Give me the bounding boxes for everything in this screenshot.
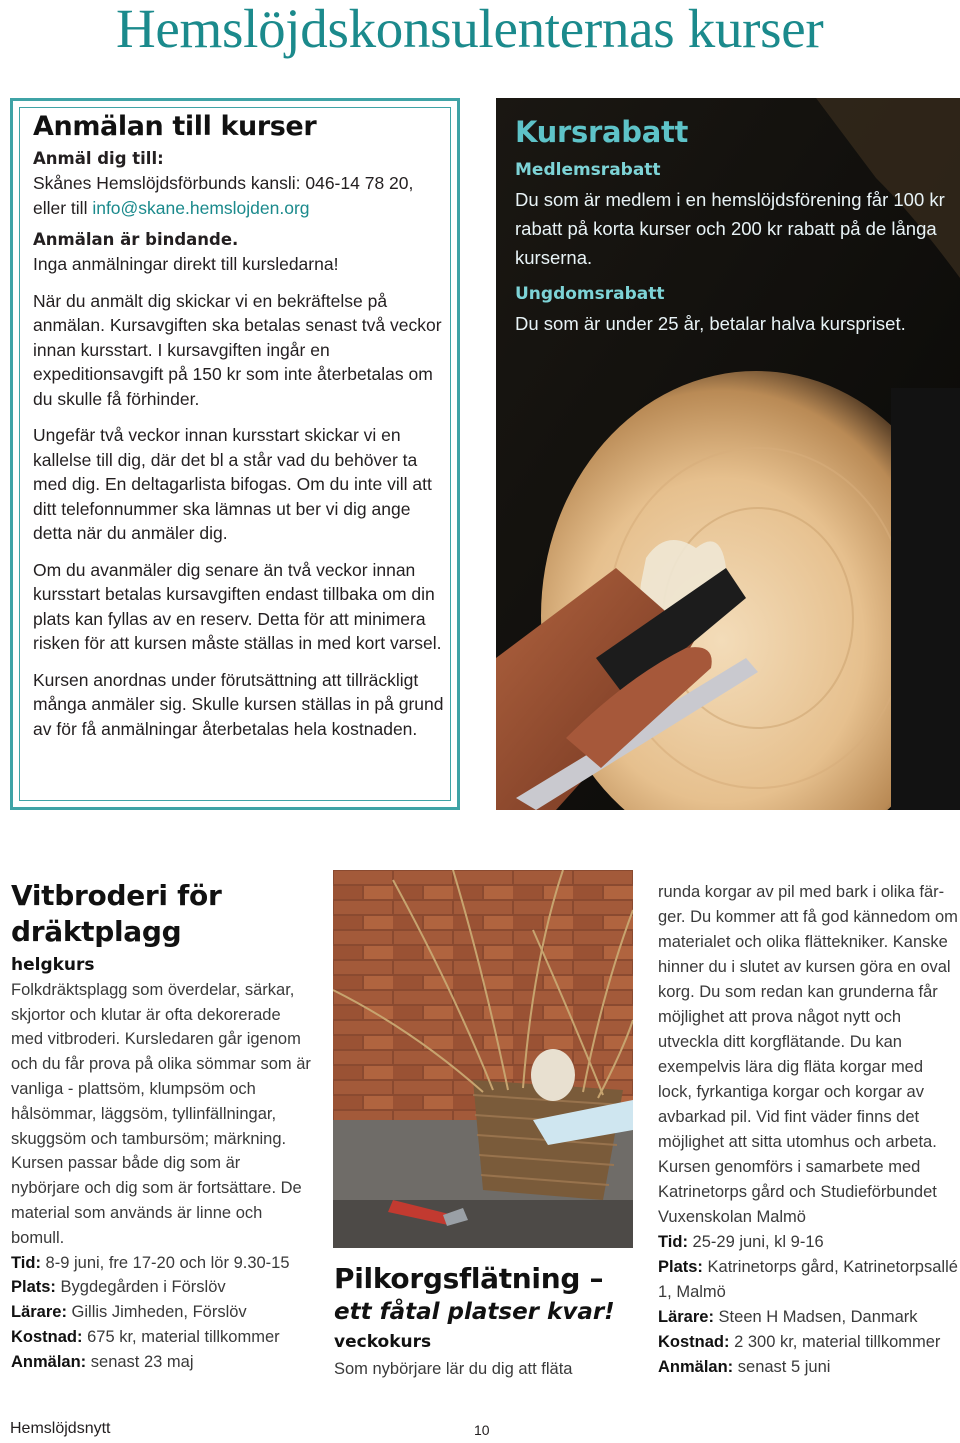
- signup-label: Anmälan:: [658, 1358, 734, 1376]
- course-pilkorg-time: [658, 1230, 958, 1255]
- cost-value: 2 300 kr, material tillkommer: [734, 1333, 941, 1351]
- course-pilkorg-intro: [334, 1262, 634, 1382]
- time-label: Tid:: [11, 1253, 41, 1272]
- cost-label: Kostnad:: [11, 1327, 83, 1346]
- course-vitbroderi-teacher: [11, 1300, 311, 1325]
- course-vitbroderi: [11, 878, 311, 1375]
- teacher-value: Steen H Madsen, Danmark: [718, 1308, 918, 1326]
- course-vitbroderi-description: Folkdräktsplagg som överdelar, särkar, skjortor och klutar är ofta dekorerade med vitbroderi. Kursledaren går igenom och du får prova på olika sömmar som är vanliga - plattsöm, klumpsöm och hålsömmar, läggsöm, tyllinfällningar, skuggsöm och tambursöm; märkning. Kursen passar både dig som är nybörjare och dig som är fortsättare. De material som används är linne och bomull.: [11, 980, 311, 1247]
- member-rebate-title: Medlemsrabatt: [515, 160, 661, 180]
- time-value: 8-9 juni, fre 17-20 och lör 9.30-15: [45, 1253, 290, 1272]
- basket-weaving-photo: [333, 870, 633, 1248]
- registration-para-3: Om du avanmäler dig senare än två veckor innan kursstart betalas kursavgiften endast tillbaka om din plats kan fyllas av en reserv. Detta för att minimera risken för att kursen måste ställas in med kort varsel.: [33, 559, 442, 653]
- teacher-label: Lärare:: [658, 1308, 714, 1326]
- contact-phone: Skånes Hemslöjdsförbunds kansli: 046-14 78 20,: [33, 173, 414, 193]
- course-pilkorg-signup: [658, 1355, 958, 1380]
- footer-magazine-name: Hemslöjdsnytt: [10, 1420, 111, 1437]
- course-vitbroderi-place: [11, 1275, 311, 1300]
- page-title: Hemslöjdskonsulenternas kurser: [116, 0, 824, 59]
- cost-value: 675 kr, material tillkommer: [87, 1327, 280, 1346]
- course-pilkorg-kind: veckokurs: [334, 1332, 432, 1352]
- rebate-section: [515, 112, 955, 346]
- place-value: Katrinetorps gård, Katrinetorpsallé 1, Malmö: [658, 1258, 958, 1301]
- course-vitbroderi-signup: [11, 1350, 311, 1375]
- youth-rebate-title: Ungdomsrabatt: [515, 284, 665, 304]
- place-label: Plats:: [658, 1258, 703, 1276]
- rebate-heading: Kursrabatt: [515, 115, 689, 149]
- registration-para-1: När du anmält dig skickar vi en bekräftelse på anmälan. Kursavgiften ska betalas senast två veckor innan kursstart. I kursavgiften ingår en expeditionsavgift på 150 kr som inte återbetalas om du skulle få förhinder.: [33, 290, 442, 409]
- basket-illustration: [333, 870, 633, 1248]
- youth-rebate-text: Du som är under 25 år, betalar halva kurspriset.: [515, 313, 906, 334]
- course-pilkorg-cost: [658, 1330, 958, 1355]
- course-pilkorg-intro-text: Som nybörjare lär du dig att fläta: [334, 1360, 573, 1378]
- cost-label: Kostnad:: [658, 1333, 730, 1351]
- registration-content: [33, 110, 453, 741]
- course-vitbroderi-title: Vitbroderi för dräktplagg: [11, 879, 222, 948]
- place-value: Bygdegården i Förslöv: [60, 1278, 226, 1297]
- no-direct-notice: Inga anmälningar direkt till kursledarna!: [33, 254, 339, 274]
- place-label: Plats:: [11, 1278, 56, 1297]
- registration-subheading: Anmäl dig till:: [33, 149, 164, 168]
- contact-prefix: eller till: [33, 197, 93, 218]
- teacher-label: Lärare:: [11, 1303, 67, 1322]
- binding-notice: Anmälan är bindande.: [33, 230, 239, 249]
- course-pilkorg-subtitle: ett fåtal platser kvar!: [334, 1299, 615, 1325]
- registration-heading: Anmälan till kurser: [33, 111, 317, 142]
- course-pilkorg-title: Pilkorgsflätning –: [334, 1262, 604, 1295]
- registration-para-2: Ungefär två veckor innan kursstart skickar vi en kallelse till dig, där det bl a står vad du behöver ta med dig. En deltagarlista bifogas. Om du inte vill att ditt telefonnummer ska lämnas ut ber vi dig ange detta när du anmäler dig.: [33, 425, 432, 543]
- course-pilkorg-teacher: [658, 1305, 958, 1330]
- email-link[interactable]: info@skane.hemslojden.org: [92, 197, 310, 218]
- signup-value: senast 23 maj: [90, 1352, 194, 1371]
- course-pilkorg-place: [658, 1255, 958, 1305]
- course-pilkorg-description: runda korgar av pil med bark i olika färger. Du kommer att få god kännedom om materialet och olika flättekniker. Kanske hinner du i slutet av kursen göra en oval korg. Du som redan kan grunderna får möjlighet att prova något nytt och utveckla ditt korgflätande. Du kan exempelvis lära dig fläta korgar med lock, fyrkantiga korgar och korgar av avbarkad pil. Vid fint väder finns det möjlighet att sitta utomhus och arbeta. Kursen genomförs i samarbete med Katrinetorps gård och Studieförbundet Vuxenskolan Malmö: [658, 883, 958, 1226]
- teacher-value: Gillis Jimheden, Förslöv: [71, 1303, 247, 1322]
- time-value: 25-29 juni, kl 9-16: [692, 1233, 824, 1251]
- course-vitbroderi-kind: helgkurs: [11, 955, 95, 975]
- signup-value: senast 5 juni: [737, 1358, 831, 1376]
- course-pilkorg-details: [658, 880, 958, 1380]
- time-label: Tid:: [658, 1233, 688, 1251]
- signup-label: Anmälan:: [11, 1352, 87, 1371]
- course-vitbroderi-time: [11, 1251, 311, 1276]
- member-rebate-text: Du som är medlem i en hemslöjdsförening får 100 kr rabatt på korta kurser och 200 kr rabatt på de långa kurserna.: [515, 189, 945, 268]
- registration-contact: [33, 171, 453, 220]
- footer-page-number: 10: [474, 1422, 490, 1438]
- course-vitbroderi-cost: [11, 1325, 311, 1350]
- registration-para-4: Kursen anordnas under förutsättning att tillräckligt många anmäler sig. Skulle kursen ställas in på grund av för få anmälningar återbetalas hela kostnaden.: [33, 669, 444, 739]
